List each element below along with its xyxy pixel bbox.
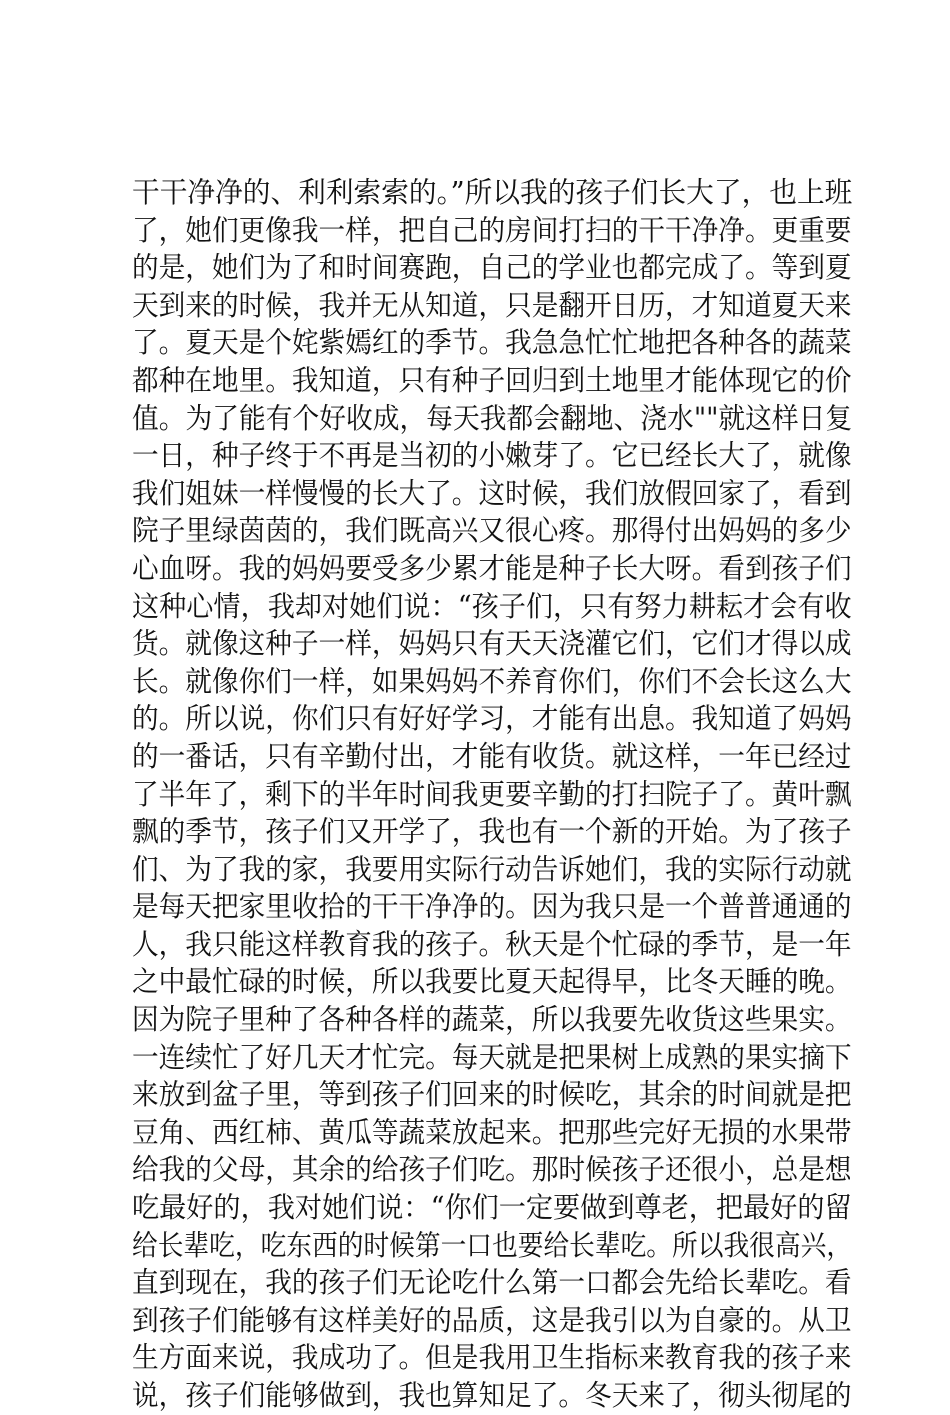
text-line: 一日，种子终于不再是当初的小嫩芽了。它已经长大了，就像: [132, 439, 852, 473]
text-line: 都种在地里。我知道，只有种子回归到土地里才能体现它的价: [132, 363, 852, 397]
text-line: 的。所以说，你们只有好好学习，才能有出息。我知道了妈妈: [132, 702, 852, 736]
text-line: 了，她们更像我一样，把自己的房间打扫的干干净净。更重要: [132, 213, 852, 247]
body-text: [132, 174, 852, 1415]
text-line: 一连续忙了好几天才忙完。每天就是把果树上成熟的果实摘下: [132, 1040, 852, 1074]
text-line: 的是，她们为了和时间赛跑，自己的学业也都完成了。等到夏: [132, 251, 852, 285]
text-line: 的一番话，只有辛勤付出，才能有收货。就这样，一年已经过: [132, 739, 852, 773]
text-line: 货。就像这种子一样，妈妈只有天天浇灌它们，它们才得以成: [132, 627, 852, 661]
text-line: 们、为了我的家，我要用实际行动告诉她们，我的实际行动就: [132, 852, 852, 886]
text-line: 之中最忙碌的时候，所以我要比夏天起得早，比冬天睡的晚。: [132, 965, 852, 999]
text-line: 干干净净的、利利索索的。”所以我的孩子们长大了，也上班: [132, 176, 853, 209]
text-line: 豆角、西红柿、黄瓜等蔬菜放起来。把那些完好无损的水果带: [132, 1115, 852, 1149]
text-line: 到孩子们能够有这样美好的品质，这是我引以为自豪的。从卫: [132, 1303, 852, 1337]
text-line: 飘的季节，孩子们又开学了，我也有一个新的开始。为了孩子: [132, 815, 852, 849]
text-line: 院子里绿茵茵的，我们既高兴又很心疼。那得付出妈妈的多少: [132, 514, 852, 548]
text-line: 我们姐妹一样慢慢的长大了。这时候，我们放假回家了，看到: [132, 476, 852, 510]
text-line: 长。就像你们一样，如果妈妈不养育你们，你们不会长这么大: [132, 664, 852, 698]
text-line: 天到来的时候，我并无从知道，只是翻开日历，才知道夏天来: [132, 288, 852, 322]
text-line: 给我的父母，其余的给孩子们吃。那时候孩子还很小，总是想: [132, 1153, 852, 1187]
text-line: 给长辈吃，吃东西的时候第一口也要给长辈吃。所以我很高兴，: [132, 1228, 853, 1262]
text-line: 人，我只能这样教育我的孩子。秋天是个忙碌的季节，是一年: [132, 927, 852, 961]
text-line: 因为院子里种了各种各样的蔬菜，所以我要先收货这些果实。: [132, 1003, 852, 1037]
text-line: 来放到盆子里，等到孩子们回来的时候吃，其余的时间就是把: [132, 1078, 852, 1112]
text-line: 了半年了，剩下的半年时间我更要辛勤的打扫院子了。黄叶飘: [132, 777, 852, 811]
text-line: 是每天把家里收拾的干干净净的。因为我只是一个普普通通的: [132, 890, 852, 924]
text-line: 这种心情，我却对她们说：“孩子们，只有努力耕耘才会有收: [132, 589, 852, 623]
text-line: 吃最好的，我对她们说：“你们一定要做到尊老，把最好的留: [132, 1191, 852, 1225]
text-line: 说，孩子们能够做到，我也算知足了。冬天来了，彻头彻尾的: [132, 1379, 852, 1412]
text-line: 直到现在，我的孩子们无论吃什么第一口都会先给长辈吃。看: [132, 1266, 852, 1300]
text-line: 生方面来说，我成功了。但是我用卫生指标来教育我的孩子来: [132, 1341, 852, 1375]
text-line: 心血呀。我的妈妈要受多少累才能是种子长大呀。看到孩子们: [132, 551, 852, 585]
text-line: 值。为了能有个好收成，每天我都会翻地、浇水""就这样日复: [132, 401, 853, 435]
text-line: 了。夏天是个姹紫嫣红的季节。我急急忙忙地把各种各的蔬菜: [132, 326, 852, 360]
